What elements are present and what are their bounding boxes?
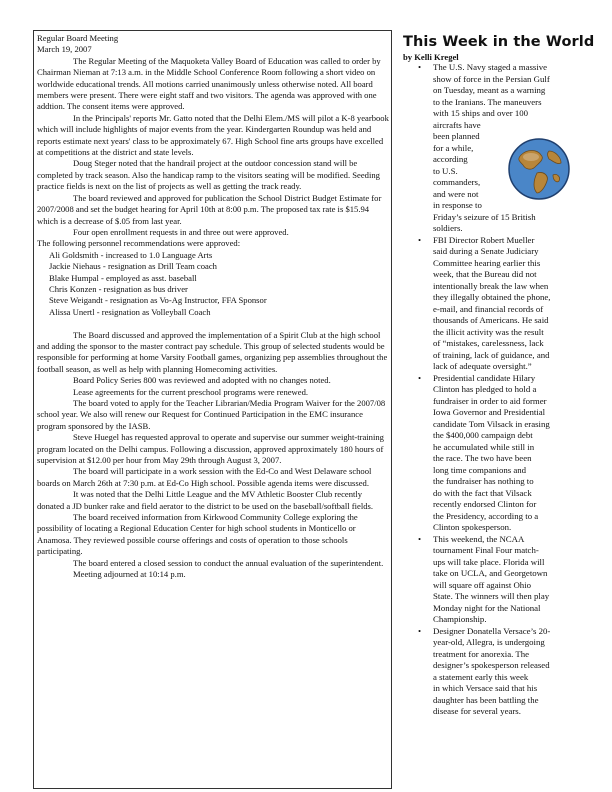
minutes-paragraph: The Board discussed and approved the implementation of a Spirit Club at the high school and adding the sponsor to the master contract pay schedule. This group of selected students would be responsible for performing at home Varsity Football games, organizing pep assemblies throughout the football season, as well as help with planning Homecoming activities. (37, 329, 388, 374)
personnel-list (49, 250, 389, 318)
news-line: take on UCLA, and Georgetown (433, 568, 548, 578)
spacer (37, 318, 389, 329)
minutes-paragraph: Steve Huegel has requested approval to operate and supervise our summer weight-training program located on the Delhi campus. Following a discussion, approved approximately 180 hours of supervision at $12.00 per hour from May 29th through August 3, 2007. (37, 432, 384, 466)
news-line: e-mail, and financial records of (433, 303, 544, 314)
news-line: Clinton has pledged to hold a (433, 384, 537, 394)
news-line: The U.S. Navy staged a massive (433, 62, 548, 72)
news-line: the fundraiser has nothing to (433, 476, 534, 486)
news-line: according (433, 154, 468, 164)
news-line: Monday night for the National (433, 602, 541, 613)
minutes-paragraph: Meeting adjourned at 10:14 p.m. (73, 569, 186, 580)
news-line: he accumulated while still in (433, 441, 535, 452)
news-line: State. The winners will then play (433, 591, 550, 601)
personnel-item: Steve Weigandt - resignation as Vo-Ag Instructor, FFA Sponsor (49, 295, 267, 306)
bullet: • (418, 625, 422, 636)
personnel-item: Blake Humpal - employed as asst. baseball (49, 272, 197, 283)
news-line: disease for several years. (433, 706, 521, 716)
news-line: fundraiser in order to aid former (433, 395, 547, 406)
news-line: ups will take place. Florida will (433, 556, 545, 567)
news-line: candidate Tom Vilsack in erasing (433, 418, 550, 429)
news-line: to U.S. (433, 165, 458, 176)
minutes-paragraph: The following personnel recommendations were approved: (37, 238, 241, 249)
news-line: on Tuesday, meant as a warning (433, 85, 546, 95)
news-line: will square off against Ohio (433, 579, 532, 590)
news-line: the Presidency, according to a (433, 510, 539, 521)
news-line: year-old, Allegra, is undergoing (433, 637, 545, 647)
minutes-paragraph: In the Principals' reports Mr. Gatto noted that the Delhi Elem./MS will pilot a K-8 yearbook which will include highlights of major events from the year. Kindergarten Roundup was held and reports estimate next years' class to be approximately 67. High School fine arts groups have excelled at competitions at the district and state levels. (37, 112, 389, 158)
news-line: the race. The two have been (433, 453, 532, 463)
news-line: daughter has been battling the (433, 694, 539, 705)
news-line: long time companions and (433, 464, 527, 475)
news-line: Clinton spokesperson. (433, 522, 512, 532)
board-minutes-box (33, 30, 392, 789)
news-line: do with the fact that Vilsack (433, 487, 532, 498)
news-line: soldiers. (433, 223, 463, 233)
news-line: aircrafts have (433, 119, 481, 130)
news-line: they illegally obtained the phone, (433, 292, 551, 302)
news-line: Friday’s seizure of 15 British (433, 211, 536, 222)
minutes-date: March 19, 2007 (37, 44, 92, 55)
news-line: This weekend, the NCAA (433, 533, 525, 544)
news-line: intentionally break the law when (433, 280, 549, 291)
personnel-item: Alissa Unertl - resignation as Volleyball Coach (49, 306, 211, 317)
news-line: designer’s spokesperson released (433, 660, 550, 670)
minutes-paragraph: The board entered a closed session to conduct the annual evaluation of the superintendent. (73, 557, 384, 568)
bullet: • (418, 372, 422, 383)
minutes-heading: Regular Board Meeting (37, 33, 119, 43)
news-line: with 15 ships and over 100 (433, 108, 529, 118)
world-news-column (403, 30, 603, 786)
news-line: said during a Senate Judiciary (433, 246, 539, 256)
minutes-paragraph: Doug Steger noted that the handrail project at the outdoor concession stand will be completed by track season. Also the handicap ramp to the visitors seating will be modified. Seeding practice fields is next on the list of projects as well as getting the track ready. (37, 158, 380, 192)
minutes-paragraph: Four open enrollment requests in and three out were approved. (73, 226, 289, 237)
news-item (403, 373, 603, 534)
news-line: and were not (433, 188, 479, 199)
news-line: a statement early this week (433, 671, 529, 682)
news-line: in which Versace said that his (433, 683, 538, 693)
news-line: lack of adequate oversight.” (433, 361, 532, 371)
news-item (403, 534, 603, 626)
news-line: to the Iranians. The maneuvers (433, 96, 542, 107)
world-title: This Week in the World (403, 34, 595, 50)
news-line: recently endorsed Clinton for (433, 499, 537, 509)
news-line: show of force in the Persian Gulf (433, 73, 550, 84)
minutes-paragraph: The board voted to apply for the Teacher Librarian/Media Program Waiver for the 2007/08 school year. We also will renew our Request for Continued Participation in the EMC insurance program sponsored by the IASB. (37, 397, 386, 431)
minutes-paragraph: Board Policy Series 800 was reviewed and adopted with no changes noted. (73, 375, 331, 386)
minutes-paragraph: The board reviewed and approved for publication the School District Budget Estimate for 2007/2008 and set the budget hearing for April 10th at 8:00 p.m. The proposed tax rate is $15.94 which is a decrease of $.05 from last year. (37, 192, 382, 226)
news-item (403, 235, 603, 373)
bullet: • (418, 234, 422, 245)
news-line: Committee hearing earlier this (433, 257, 541, 268)
news-line: Championship. (433, 614, 487, 624)
news-line: of training, lack of guidance, and (433, 349, 550, 360)
news-line: tournament Final Four match- (433, 545, 539, 555)
news-line: FBI Director Robert Mueller (433, 234, 535, 245)
news-item (403, 626, 603, 718)
minutes-paragraph: The board will participate in a work session with the Ed-Co and West Delaware school boards on March 26th at 7:30 p.m. at Ed-Co High school. Possible agenda items were discussed. (37, 466, 372, 488)
news-line: been planned (433, 131, 480, 141)
minutes-paragraph: Lease agreements for the current preschool programs were renewed. (73, 386, 309, 397)
byline: by Kelli Kregel (403, 52, 459, 62)
news-line: treatment for anorexia. The (433, 648, 530, 659)
minutes-paragraph: The board received information from Kirkwood Community College exploring the possibility of locating a Regional Education Center for high school students in Monticello or Anamosa. They reviewed possible course offerings and costs of operation to those schools participating. (37, 512, 358, 557)
personnel-item: Chris Konzen - resignation as bus driver (49, 283, 188, 294)
news-line: of “mistakes, carelessness, lack (433, 338, 544, 348)
news-line: Presidential candidate Hilary (433, 372, 536, 383)
globe-icon (507, 137, 571, 201)
news-list (403, 62, 603, 718)
news-line: Designer Donatella Versace’s 20- (433, 625, 551, 636)
minutes-paragraph: It was noted that the Delhi Little League and the MV Athletic Booster Club recently donated a JD bunker rake and field aerator to the district to be used on the baseball/softball fields. (37, 489, 374, 511)
bullet: • (418, 533, 422, 544)
news-line: commanders, (433, 177, 481, 187)
news-line: the $400,000 campaign debt (433, 430, 533, 440)
news-line: for a while, (433, 142, 474, 153)
news-line: Iowa Governor and Presidential (433, 407, 546, 417)
minutes-paragraph: The Regular Meeting of the Maquoketa Valley Board of Education was called to order by Chairman Nieman at 7:13 a.m. in the Middle School Conference Room following a short video on worldwide educational trends. All motions carried unanimously unless otherwise noted. All board members were present. There were eight staff and two visitors. The agenda was approved with one addtion. The consent items were approved. (37, 55, 381, 112)
news-line: in response to (433, 200, 482, 210)
news-line: thousands of Americans. He said (433, 315, 549, 325)
news-line: week, that the Bureau did not (433, 269, 537, 279)
news-item (403, 62, 603, 235)
personnel-item: Jackie Niehaus - resignation as Drill Team coach (49, 261, 217, 272)
news-line: the illicit activity was the result (433, 326, 544, 337)
bullet: • (418, 62, 422, 72)
personnel-item: Ali Goldsmith - increased to 1.0 Language Arts (49, 249, 213, 260)
